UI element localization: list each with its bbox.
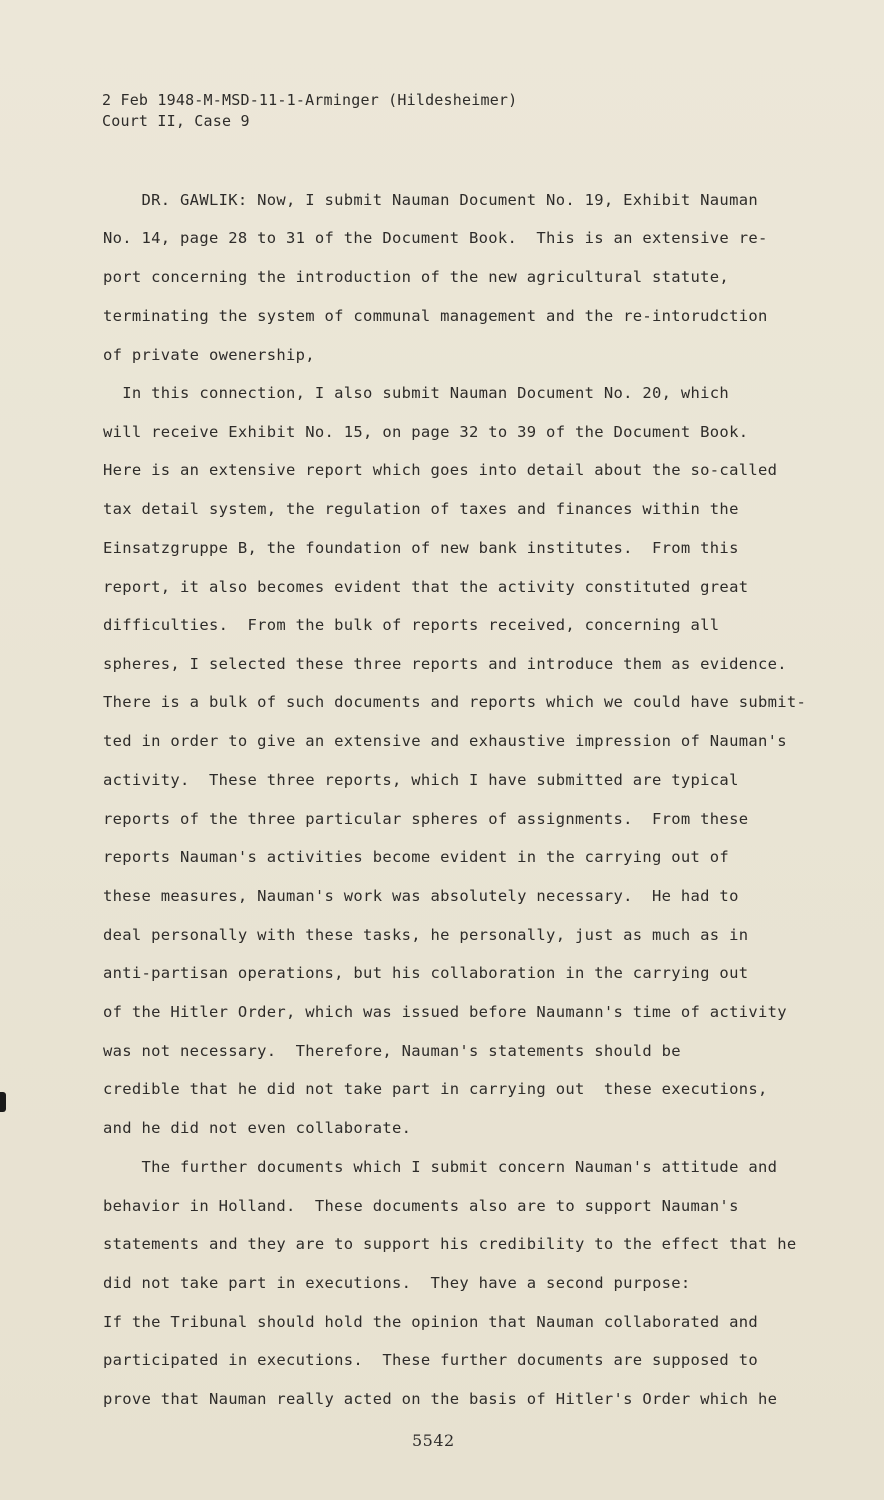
text-line: No. 14, page 28 to 31 of the Document Book. This is an extensive re- — [103, 229, 768, 247]
document-header — [102, 90, 517, 132]
text-line: There is a bulk of such documents and reports which we could have submit- — [103, 693, 807, 711]
text-line: of private owenership, — [103, 346, 315, 364]
text-line: participated in executions. These further documents are supposed to — [103, 1351, 758, 1369]
binding-mark — [0, 1092, 6, 1112]
text-line: terminating the system of communal management and the re-intorudction — [103, 307, 768, 325]
text-line: of the Hitler Order, which was issued before Naumann's time of activity — [103, 1003, 787, 1021]
text-line: ted in order to give an extensive and exhaustive impression of Nauman's — [103, 732, 787, 750]
text-line: Here is an extensive report which goes into detail about the so-called — [103, 461, 778, 479]
text-line: deal personally with these tasks, he personally, just as much as in — [103, 926, 749, 944]
text-line: will receive Exhibit No. 15, on page 32 to 39 of the Document Book. — [103, 423, 749, 441]
text-line: difficulties. From the bulk of reports received, concerning all — [103, 616, 720, 634]
text-line: these measures, Nauman's work was absolutely necessary. He had to — [103, 887, 739, 905]
text-line: port concerning the introduction of the new agricultural statute, — [103, 268, 730, 286]
header-citation: 2 Feb 1948-M-MSD-11-1-Arminger (Hildesheimer) — [102, 91, 518, 109]
text-line: statements and they are to support his credibility to the effect that he — [103, 1235, 797, 1253]
text-line: Einsatzgruppe B, the foundation of new bank institutes. From this — [103, 539, 739, 557]
text-line: credible that he did not take part in carrying out these executions, — [103, 1080, 768, 1098]
text-line: was not necessary. Therefore, Nauman's statements should be — [103, 1042, 681, 1060]
text-line: spheres, I selected these three reports and introduce them as evidence. — [103, 655, 787, 673]
text-line: and he did not even collaborate. — [103, 1119, 412, 1137]
text-line: activity. These three reports, which I have submitted are typical — [103, 771, 739, 789]
page-number: 5542 — [412, 1431, 455, 1450]
text-line: DR. GAWLIK: Now, I submit Nauman Document No. 19, Exhibit Nauman — [103, 191, 758, 209]
text-line: The further documents which I submit concern Nauman's attitude and — [103, 1158, 778, 1176]
text-line: did not take part in executions. They have a second purpose: — [103, 1274, 691, 1292]
text-line: prove that Nauman really acted on the basis of Hitler's Order which he — [103, 1390, 778, 1408]
text-line: behavior in Holland. These documents also are to support Nauman's — [103, 1197, 739, 1215]
header-court: Court II, Case 9 — [102, 112, 250, 130]
text-line: anti-partisan operations, but his collaboration in the carrying out — [103, 964, 749, 982]
text-line: If the Tribunal should hold the opinion that Nauman collaborated and — [103, 1313, 758, 1331]
text-line: tax detail system, the regulation of taxes and finances within the — [103, 500, 739, 518]
text-line: report, it also becomes evident that the activity constituted great — [103, 578, 749, 596]
text-line: reports Nauman's activities become evident in the carrying out of — [103, 848, 730, 866]
text-line: In this connection, I also submit Nauman Document No. 20, which — [103, 384, 730, 402]
text-line: reports of the three particular spheres of assignments. From these — [103, 810, 749, 828]
